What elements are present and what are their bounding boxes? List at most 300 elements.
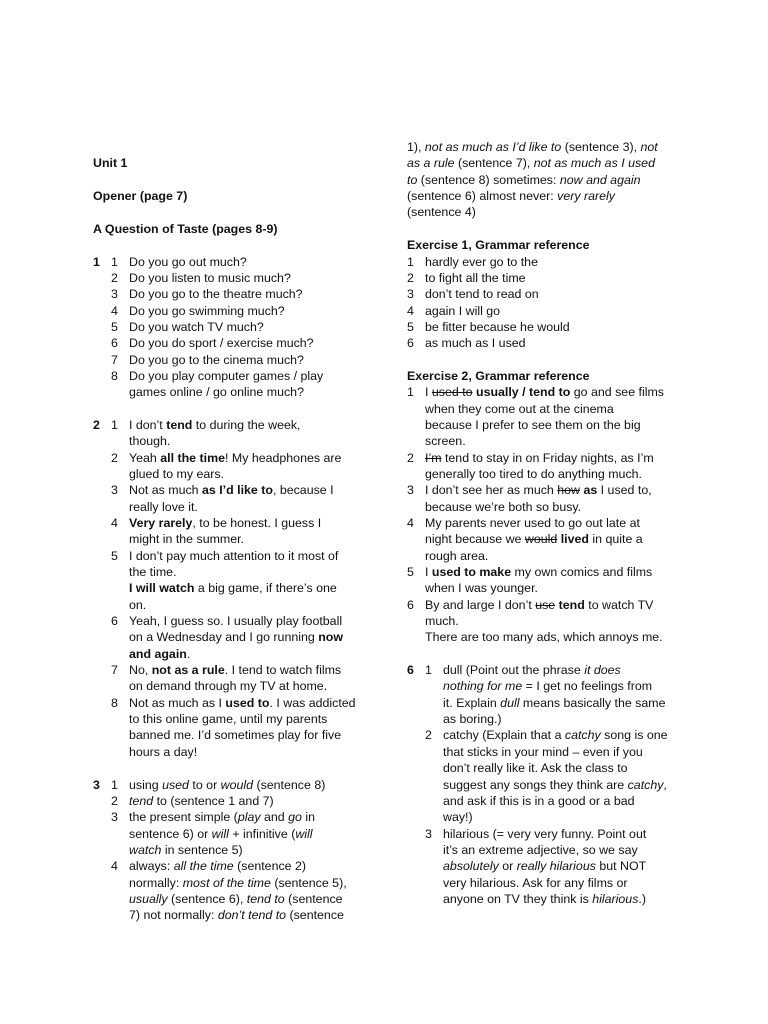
right-text-line bbox=[443, 875, 628, 891]
text-segment: always: bbox=[129, 859, 174, 873]
left-text-line bbox=[129, 662, 341, 678]
text-segment: now bbox=[318, 630, 343, 644]
text-segment: , because I bbox=[272, 483, 334, 497]
text-segment: catchy bbox=[627, 778, 664, 792]
text-segment: as boring.) bbox=[443, 712, 502, 726]
text-segment: used to make bbox=[431, 565, 512, 579]
left-text-line bbox=[129, 433, 170, 449]
text-segment: suggest any songs they think are bbox=[443, 778, 628, 792]
right-text-line bbox=[425, 254, 538, 270]
text-segment: to or bbox=[188, 778, 221, 792]
right-text-line bbox=[407, 319, 414, 335]
left-text-line bbox=[93, 254, 100, 270]
text-segment: and bbox=[260, 810, 289, 824]
left-text-line bbox=[129, 515, 321, 531]
text-segment: 6 bbox=[407, 663, 414, 677]
right-text-line bbox=[425, 564, 652, 580]
right-text-line bbox=[425, 319, 570, 335]
text-segment: though. bbox=[129, 434, 171, 448]
left-text-line bbox=[129, 826, 313, 842]
text-segment: 3 bbox=[111, 810, 118, 824]
text-segment: 7 bbox=[111, 663, 118, 677]
right-text-line bbox=[425, 401, 614, 417]
text-segment: tend to stay in on Friday nights, as I’m bbox=[441, 451, 654, 465]
left-text-line bbox=[129, 499, 198, 515]
text-segment: Not as much bbox=[129, 483, 202, 497]
text-segment: My parents never used to go out late at bbox=[425, 516, 640, 530]
text-segment: play bbox=[237, 810, 261, 824]
left-text-line bbox=[93, 188, 187, 204]
text-segment: be fitter because he would bbox=[425, 320, 570, 334]
text-segment: tend bbox=[558, 598, 585, 612]
text-segment: go bbox=[288, 810, 302, 824]
text-segment: By and large I don’t bbox=[425, 598, 536, 612]
text-segment: (sentence 6) almost never: bbox=[407, 189, 558, 203]
right-text-line bbox=[443, 662, 621, 678]
text-segment: as a rule bbox=[407, 156, 455, 170]
right-text-line bbox=[407, 303, 414, 319]
right-text-line bbox=[443, 711, 502, 727]
left-text-line bbox=[129, 531, 244, 547]
text-segment: anyone on TV they think is bbox=[443, 892, 593, 906]
right-text-line bbox=[407, 188, 615, 204]
left-text-line bbox=[111, 270, 118, 286]
text-segment: 5 bbox=[111, 549, 118, 563]
text-segment: hardly ever go to the bbox=[425, 255, 538, 269]
text-segment: Do you play computer games / play bbox=[129, 369, 324, 383]
text-segment: 2 bbox=[111, 451, 118, 465]
left-text-line bbox=[129, 711, 327, 727]
text-segment: games online / go online much? bbox=[129, 385, 304, 399]
text-segment: not as a rule bbox=[151, 663, 225, 677]
text-segment: glued to my ears. bbox=[129, 467, 225, 481]
text-segment: 7 bbox=[111, 353, 118, 367]
text-segment: . bbox=[186, 647, 191, 661]
text-segment: as bbox=[583, 483, 598, 497]
text-segment: sentence 6) or bbox=[129, 827, 212, 841]
text-segment: tend bbox=[166, 418, 193, 432]
left-text-line bbox=[129, 254, 247, 270]
text-segment: usually bbox=[129, 892, 168, 906]
right-text-line bbox=[425, 597, 653, 613]
text-segment: using bbox=[129, 778, 163, 792]
right-text-line bbox=[443, 744, 643, 760]
left-text-line bbox=[129, 858, 306, 874]
text-segment: (sentence 4) bbox=[407, 205, 476, 219]
text-segment: the present simple ( bbox=[129, 810, 238, 824]
left-text-line bbox=[129, 368, 323, 384]
text-segment: absolutely bbox=[443, 859, 499, 873]
text-segment: 1 bbox=[407, 255, 414, 269]
text-segment: nothing for me bbox=[443, 679, 523, 693]
text-segment: normally: bbox=[129, 876, 183, 890]
text-segment: watch bbox=[129, 843, 162, 857]
left-text-line bbox=[129, 678, 327, 694]
text-segment: on demand through my TV at home. bbox=[129, 679, 328, 693]
text-segment: all the time bbox=[160, 451, 225, 465]
text-segment: to fight all the time bbox=[425, 271, 526, 285]
text-segment: 3 bbox=[111, 287, 118, 301]
text-segment: 2 bbox=[111, 271, 118, 285]
text-segment: but NOT bbox=[595, 859, 647, 873]
text-segment: 5 bbox=[407, 320, 414, 334]
left-text-line bbox=[129, 875, 347, 891]
left-text-line bbox=[129, 352, 304, 368]
text-segment: in sentence 5) bbox=[161, 843, 243, 857]
right-text-line bbox=[425, 384, 664, 400]
right-text-line bbox=[425, 629, 663, 645]
text-segment: because I prefer to see them on the big bbox=[425, 418, 641, 432]
text-segment: Do you go out much? bbox=[129, 255, 247, 269]
text-segment: that sticks in your mind – even if you bbox=[443, 745, 643, 759]
left-text-line bbox=[111, 254, 118, 270]
text-segment: not bbox=[640, 140, 658, 154]
left-text-line bbox=[129, 286, 303, 302]
text-segment: all the time bbox=[173, 859, 234, 873]
right-text-line bbox=[443, 826, 646, 842]
text-segment: screen. bbox=[425, 434, 466, 448]
right-text-line bbox=[407, 482, 414, 498]
right-text-line bbox=[425, 531, 643, 547]
text-segment: I don’t see her as much bbox=[425, 483, 558, 497]
text-segment: rough area. bbox=[425, 549, 489, 563]
left-text-line bbox=[111, 450, 118, 466]
left-text-line bbox=[111, 335, 118, 351]
text-segment: , to be honest. I guess I bbox=[192, 516, 322, 530]
left-text-line bbox=[129, 907, 344, 923]
text-segment: I used to, bbox=[597, 483, 652, 497]
right-text-line bbox=[407, 368, 590, 384]
text-segment: when they come out at the cinema bbox=[425, 402, 614, 416]
text-segment: my own comics and films bbox=[511, 565, 653, 579]
text-segment: catchy bbox=[564, 728, 601, 742]
text-segment: really love it. bbox=[129, 500, 198, 514]
text-segment: 6 bbox=[111, 336, 118, 350]
text-segment: 3 bbox=[111, 483, 118, 497]
text-segment: would bbox=[220, 778, 254, 792]
left-text-line bbox=[111, 548, 118, 564]
text-segment: Exercise 1, Grammar reference bbox=[407, 238, 590, 252]
text-segment: 5 bbox=[111, 320, 118, 334]
text-segment: way!) bbox=[443, 810, 473, 824]
right-text-line bbox=[443, 793, 635, 809]
right-text-line bbox=[443, 760, 628, 776]
text-segment: 6 bbox=[407, 598, 414, 612]
text-segment: ! My headphones are bbox=[224, 451, 342, 465]
text-segment: Yeah bbox=[129, 451, 161, 465]
text-segment: . I tend to watch films bbox=[224, 663, 342, 677]
right-text-line bbox=[407, 204, 476, 220]
left-text-line bbox=[129, 727, 341, 743]
left-text-line bbox=[111, 352, 118, 368]
text-segment: . I was addicted bbox=[269, 696, 356, 710]
text-segment: in bbox=[301, 810, 315, 824]
text-segment: most of the time bbox=[182, 876, 271, 890]
text-segment: it does bbox=[584, 663, 621, 677]
text-segment: to (sentence 1 and 7) bbox=[153, 794, 274, 808]
text-segment: Do you watch TV much? bbox=[129, 320, 264, 334]
left-text-line bbox=[111, 662, 118, 678]
text-segment: tend bbox=[129, 794, 154, 808]
text-segment: usually / tend to bbox=[476, 385, 571, 399]
text-segment: .) bbox=[638, 892, 646, 906]
text-segment: to this online game, until my parents bbox=[129, 712, 328, 726]
right-text-line bbox=[425, 499, 581, 515]
text-segment: 3 bbox=[93, 778, 100, 792]
text-segment: dull (Point out the phrase bbox=[443, 663, 585, 677]
text-segment: banned me. I’d sometimes play for five bbox=[129, 728, 342, 742]
right-text-line bbox=[407, 450, 414, 466]
right-text-line bbox=[407, 155, 655, 171]
text-segment: dull bbox=[500, 696, 520, 710]
right-text-line bbox=[425, 450, 654, 466]
text-segment: don’t really like it. Ask the class to bbox=[443, 761, 628, 775]
text-segment: not as much as I used bbox=[533, 156, 655, 170]
text-segment: now and again bbox=[559, 173, 641, 187]
left-text-line bbox=[111, 417, 118, 433]
right-text-line bbox=[407, 564, 414, 580]
text-segment: much. bbox=[425, 614, 459, 628]
text-segment: 1 bbox=[111, 418, 118, 432]
left-text-line bbox=[111, 695, 118, 711]
text-segment: (sentence 3), bbox=[561, 140, 641, 154]
text-segment: + infinitive ( bbox=[228, 827, 296, 841]
text-segment: No, bbox=[129, 663, 152, 677]
text-segment: 4 bbox=[407, 304, 414, 318]
left-text-line bbox=[129, 842, 243, 858]
left-text-line bbox=[129, 580, 337, 596]
right-text-line bbox=[425, 613, 459, 629]
text-segment: 5 bbox=[407, 565, 414, 579]
text-segment: 4 bbox=[111, 859, 118, 873]
right-text-line bbox=[407, 662, 414, 678]
text-segment: (sentence 5), bbox=[270, 876, 347, 890]
right-text-line bbox=[425, 270, 526, 286]
left-text-line bbox=[111, 809, 118, 825]
text-segment: don’t tend to read on bbox=[425, 287, 539, 301]
text-segment: (sentence 7), bbox=[454, 156, 534, 170]
text-segment: = I get no feelings from bbox=[522, 679, 653, 693]
text-segment: Do you listen to music much? bbox=[129, 271, 291, 285]
right-text-line bbox=[425, 580, 538, 596]
text-segment: (sentence bbox=[286, 908, 344, 922]
left-text-line bbox=[129, 482, 334, 498]
text-segment: 8 bbox=[111, 696, 118, 710]
left-text-line bbox=[93, 155, 127, 171]
text-segment: Not as much as I bbox=[129, 696, 226, 710]
text-segment: would bbox=[524, 532, 558, 546]
text-segment: lived bbox=[560, 532, 589, 546]
text-segment: a big game, if there’s one bbox=[194, 581, 337, 595]
right-text-line bbox=[443, 695, 665, 711]
right-text-line bbox=[425, 303, 500, 319]
left-text-line bbox=[129, 777, 325, 793]
text-segment: when I was younger. bbox=[425, 581, 538, 595]
text-segment: really hilarious bbox=[516, 859, 596, 873]
left-text-line bbox=[129, 270, 291, 286]
right-text-line bbox=[425, 433, 466, 449]
text-segment: Opener (page 7) bbox=[93, 189, 188, 203]
right-text-line bbox=[407, 270, 414, 286]
text-segment: 3 bbox=[425, 827, 432, 841]
right-text-line bbox=[407, 139, 658, 155]
text-segment: and ask if this is in a good or a bad bbox=[443, 794, 635, 808]
right-text-line bbox=[443, 678, 652, 694]
text-segment: will bbox=[211, 827, 229, 841]
right-text-line bbox=[443, 777, 667, 793]
left-text-line bbox=[129, 744, 197, 760]
text-segment: very rarely bbox=[557, 189, 615, 203]
text-segment: used bbox=[162, 778, 189, 792]
left-text-line bbox=[93, 777, 100, 793]
left-text-line bbox=[111, 777, 118, 793]
text-segment: 6 bbox=[407, 336, 414, 350]
right-text-line bbox=[443, 891, 646, 907]
right-text-line bbox=[425, 335, 526, 351]
left-text-line bbox=[111, 319, 118, 335]
left-text-line bbox=[129, 695, 356, 711]
text-segment: very hilarious. Ask for any films or bbox=[443, 876, 628, 890]
text-segment: (sentence 8) sometimes: bbox=[417, 173, 560, 187]
text-segment: hilarious (= very very funny. Point out bbox=[443, 827, 647, 841]
text-segment: generally too tired to do anything much. bbox=[425, 467, 642, 481]
text-segment: night because we bbox=[425, 532, 525, 546]
left-text-line bbox=[129, 809, 315, 825]
left-text-line bbox=[111, 858, 118, 874]
text-segment: 1 bbox=[407, 385, 414, 399]
text-segment: 8 bbox=[111, 369, 118, 383]
text-segment: There are too many ads, which annoys me. bbox=[425, 630, 663, 644]
left-text-line bbox=[111, 515, 118, 531]
text-segment: to bbox=[407, 173, 418, 187]
right-text-line bbox=[425, 482, 652, 498]
left-text-line bbox=[129, 319, 264, 335]
text-segment: (sentence 8) bbox=[253, 778, 326, 792]
text-segment: because we’re both so busy. bbox=[425, 500, 582, 514]
left-text-line bbox=[129, 646, 190, 662]
text-segment: 2 bbox=[407, 271, 414, 285]
text-segment: I bbox=[425, 565, 432, 579]
text-segment: it. Explain bbox=[443, 696, 501, 710]
text-segment: to during the week, bbox=[192, 418, 301, 432]
text-segment: 3 bbox=[407, 287, 414, 301]
right-text-line bbox=[425, 515, 640, 531]
text-segment: go and see films bbox=[570, 385, 664, 399]
text-segment: or bbox=[498, 859, 517, 873]
text-segment: catchy (Explain that a bbox=[443, 728, 565, 742]
left-text-line bbox=[111, 303, 118, 319]
text-segment: I don’t pay much attention to it most of bbox=[129, 549, 339, 563]
left-text-line bbox=[129, 303, 285, 319]
text-segment: Do you do sport / exercise much? bbox=[129, 336, 314, 350]
right-text-line bbox=[407, 597, 414, 613]
text-segment: the time. bbox=[129, 565, 177, 579]
right-text-line bbox=[425, 826, 432, 842]
right-text-line bbox=[443, 727, 668, 743]
text-segment: Unit 1 bbox=[93, 156, 128, 170]
right-text-line bbox=[407, 286, 414, 302]
text-segment: Yeah, I guess so. I usually play football bbox=[129, 614, 343, 628]
text-segment: will bbox=[295, 827, 313, 841]
text-segment: used to bbox=[431, 385, 473, 399]
text-segment: again I will go bbox=[425, 304, 501, 318]
text-segment: on a Wednesday and I go running bbox=[129, 630, 319, 644]
text-segment: hours a day! bbox=[129, 745, 198, 759]
right-text-line bbox=[407, 515, 414, 531]
text-segment: in quite a bbox=[588, 532, 643, 546]
left-text-line bbox=[93, 417, 100, 433]
text-segment: 2 bbox=[111, 794, 118, 808]
text-segment: used to bbox=[225, 696, 270, 710]
right-text-line bbox=[425, 466, 642, 482]
text-segment: 1 bbox=[93, 255, 100, 269]
left-text-line bbox=[111, 482, 118, 498]
text-segment: 4 bbox=[111, 304, 118, 318]
text-segment: 1 bbox=[425, 663, 432, 677]
left-text-line bbox=[129, 384, 304, 400]
text-segment: (sentence 2) bbox=[233, 859, 307, 873]
text-segment: and again bbox=[129, 647, 187, 661]
left-text-line bbox=[129, 891, 343, 907]
text-segment: hilarious bbox=[592, 892, 639, 906]
right-text-line bbox=[443, 842, 638, 858]
right-text-line bbox=[407, 384, 414, 400]
left-text-line bbox=[111, 368, 118, 384]
text-segment: I’m bbox=[425, 451, 442, 465]
left-text-line bbox=[129, 793, 274, 809]
text-segment: I bbox=[425, 385, 432, 399]
right-text-line bbox=[425, 662, 432, 678]
text-segment: how bbox=[557, 483, 580, 497]
left-text-line bbox=[129, 597, 146, 613]
text-segment: 3 bbox=[407, 483, 414, 497]
text-segment: Do you go swimming much? bbox=[129, 304, 285, 318]
left-text-line bbox=[129, 613, 342, 629]
right-text-line bbox=[425, 417, 641, 433]
right-text-line bbox=[443, 809, 473, 825]
text-segment: 2 bbox=[93, 418, 100, 432]
text-segment: 1 bbox=[111, 255, 118, 269]
text-segment: 4 bbox=[111, 516, 118, 530]
text-segment: Very rarely bbox=[129, 516, 193, 530]
text-segment: it’s an extreme adjective, so we say bbox=[443, 843, 638, 857]
text-segment: Do you go to the cinema much? bbox=[129, 353, 304, 367]
text-segment: Exercise 2, Grammar reference bbox=[407, 369, 590, 383]
left-text-line bbox=[129, 629, 343, 645]
left-text-line bbox=[111, 793, 118, 809]
text-segment: don’t tend to bbox=[217, 908, 287, 922]
left-text-line bbox=[129, 417, 301, 433]
left-text-line bbox=[129, 466, 224, 482]
right-text-line bbox=[425, 548, 488, 564]
text-segment: A Question of Taste (pages 8-9) bbox=[93, 222, 278, 236]
text-segment: (sentence 6), bbox=[167, 892, 247, 906]
left-text-line bbox=[129, 450, 341, 466]
right-text-line bbox=[425, 727, 432, 743]
right-text-line bbox=[407, 172, 641, 188]
left-text-line bbox=[111, 286, 118, 302]
left-text-line bbox=[93, 221, 278, 237]
text-segment: I don’t bbox=[129, 418, 167, 432]
left-text-line bbox=[129, 564, 177, 580]
text-segment: I will watch bbox=[129, 581, 195, 595]
text-segment: (sentence bbox=[284, 892, 343, 906]
text-segment: as I’d like to bbox=[202, 483, 273, 497]
text-segment: 2 bbox=[425, 728, 432, 742]
right-text-line bbox=[407, 237, 590, 253]
text-segment: 2 bbox=[407, 451, 414, 465]
text-segment: on. bbox=[129, 598, 147, 612]
